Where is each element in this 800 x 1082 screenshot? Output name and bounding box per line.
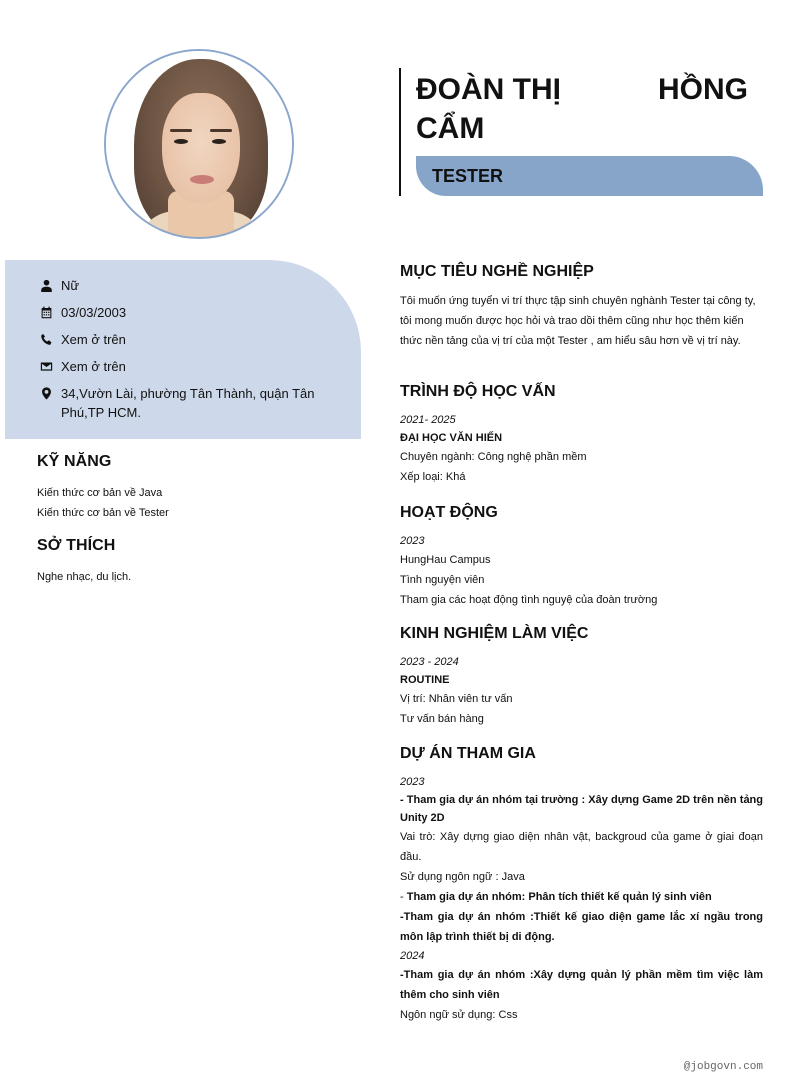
avatar-eye-left bbox=[174, 139, 188, 144]
contact-birthdate-text: 03/03/2003 bbox=[61, 305, 127, 320]
contact-address-text: 34,Vườn Lài, phường Tân Thành, quận Tân Phú,TP HCM. bbox=[61, 386, 315, 420]
activities-line: HungHau Campus bbox=[400, 554, 491, 566]
contact-email bbox=[38, 357, 328, 376]
education-line: Chuyên ngành: Công nghệ phần mềm bbox=[400, 451, 587, 463]
experience-line: Vị trí: Nhân viên tư vấn bbox=[400, 693, 513, 705]
activities-section bbox=[400, 503, 763, 610]
experience-line: Tư vấn bán hàng bbox=[400, 713, 484, 725]
experience-title: KINH NGHIỆM LÀM VIỆC bbox=[400, 625, 589, 642]
contact-phone-text: Xem ở trên bbox=[61, 332, 126, 347]
project-2-prefix: - bbox=[400, 891, 407, 903]
project-1-language: Sử dụng ngôn ngữ : Java bbox=[400, 871, 525, 883]
activities-title: HOẠT ĐỘNG bbox=[400, 504, 498, 521]
objective-text: Tôi muốn ứng tuyển vi trí thực tập sinh chuyên nghành Tester tại công ty, tôi mong muốn được học hỏi và trao dồi thêm cũng như học thêm kiến thức nền tảng của vị trí của một Tester , am hiểu sâu hơn về vị trí này. bbox=[400, 295, 756, 347]
candidate-name bbox=[416, 70, 748, 148]
name-accent-bar bbox=[399, 68, 401, 196]
watermark: @jobgovn.com bbox=[683, 1061, 763, 1073]
contact-list bbox=[38, 276, 328, 430]
activities-line: Tình nguyện viên bbox=[400, 574, 485, 586]
avatar-brow-left bbox=[170, 129, 192, 132]
calendar-icon bbox=[38, 303, 54, 322]
activities-line: Tham gia các hoạt động tình nguyệ của đoàn trường bbox=[400, 594, 658, 606]
role-banner bbox=[416, 156, 763, 196]
contact-email-text: Xem ở trên bbox=[61, 359, 126, 374]
name-part-3: CẨM bbox=[416, 112, 485, 145]
project-3-title: -Tham gia dự án nhóm :Thiết kế giao diện game lắc xí ngầu trong môn lập trình thiết bị di động. bbox=[400, 911, 763, 943]
education-line: Xếp loại: Khá bbox=[400, 471, 466, 483]
project-1-role: Vai trò: Xây dựng giao diện nhân vật, backgroud của game ở giai đoạn đầu. bbox=[400, 831, 763, 863]
education-date: 2021- 2025 bbox=[400, 414, 456, 426]
role-title: TESTER bbox=[432, 166, 504, 186]
contact-birthdate bbox=[38, 303, 328, 322]
objective-title: MỤC TIÊU NGHỀ NGHIỆP bbox=[400, 263, 594, 280]
projects-date-2023: 2023 bbox=[400, 776, 425, 788]
experience-company: ROUTINE bbox=[400, 674, 450, 686]
skills-title: KỸ NĂNG bbox=[37, 453, 112, 470]
project-4-title: -Tham gia dự án nhóm :Xây dựng quản lý phần mềm tìm việc làm thêm cho sinh viên bbox=[400, 969, 763, 1001]
name-part-1: ĐOÀN THỊ bbox=[416, 73, 561, 106]
education-section bbox=[400, 382, 763, 487]
projects-title: DỰ ÁN THAM GIA bbox=[400, 745, 536, 762]
activities-date: 2023 bbox=[400, 535, 425, 547]
contact-phone bbox=[38, 330, 328, 349]
user-icon bbox=[38, 276, 54, 295]
skill-item: Kiến thức cơ bản về Java bbox=[37, 487, 163, 499]
project-2 bbox=[400, 887, 763, 907]
avatar-face bbox=[162, 93, 240, 203]
avatar-eye-right bbox=[212, 139, 226, 144]
experience-section bbox=[400, 624, 763, 729]
contact-address bbox=[38, 384, 328, 422]
name-part-2: HỒNG bbox=[658, 73, 748, 106]
phone-icon bbox=[38, 330, 54, 349]
hobby-item: Nghe nhạc, du lịch. bbox=[37, 571, 132, 583]
projects-date-2024: 2024 bbox=[400, 950, 425, 962]
location-pin-icon bbox=[38, 384, 54, 403]
hobbies-section bbox=[37, 537, 337, 587]
objective-section bbox=[400, 262, 763, 351]
avatar-brow-right bbox=[210, 129, 232, 132]
skill-item: Kiến thức cơ bản về Tester bbox=[37, 507, 169, 519]
education-school: ĐẠI HỌC VĂN HIẾN bbox=[400, 432, 503, 444]
contact-gender-text: Nữ bbox=[61, 278, 80, 293]
project-2-title: Tham gia dự án nhóm: Phân tích thiết kế quản lý sinh viên bbox=[406, 891, 712, 903]
mail-icon bbox=[38, 357, 54, 376]
education-title: TRÌNH ĐỘ HỌC VẤN bbox=[400, 383, 556, 400]
project-4-language: Ngôn ngữ sử dụng: Css bbox=[400, 1009, 518, 1021]
experience-date: 2023 - 2024 bbox=[400, 656, 459, 668]
avatar-lips bbox=[190, 175, 214, 184]
skills-section bbox=[37, 453, 337, 523]
hobbies-title: SỞ THÍCH bbox=[37, 537, 116, 554]
avatar bbox=[104, 49, 294, 239]
project-1-title: - Tham gia dự án nhóm tại trường : Xây dựng Game 2D trên nền tảng Unity 2D bbox=[400, 794, 763, 824]
contact-gender bbox=[38, 276, 328, 295]
projects-section bbox=[400, 744, 763, 1025]
